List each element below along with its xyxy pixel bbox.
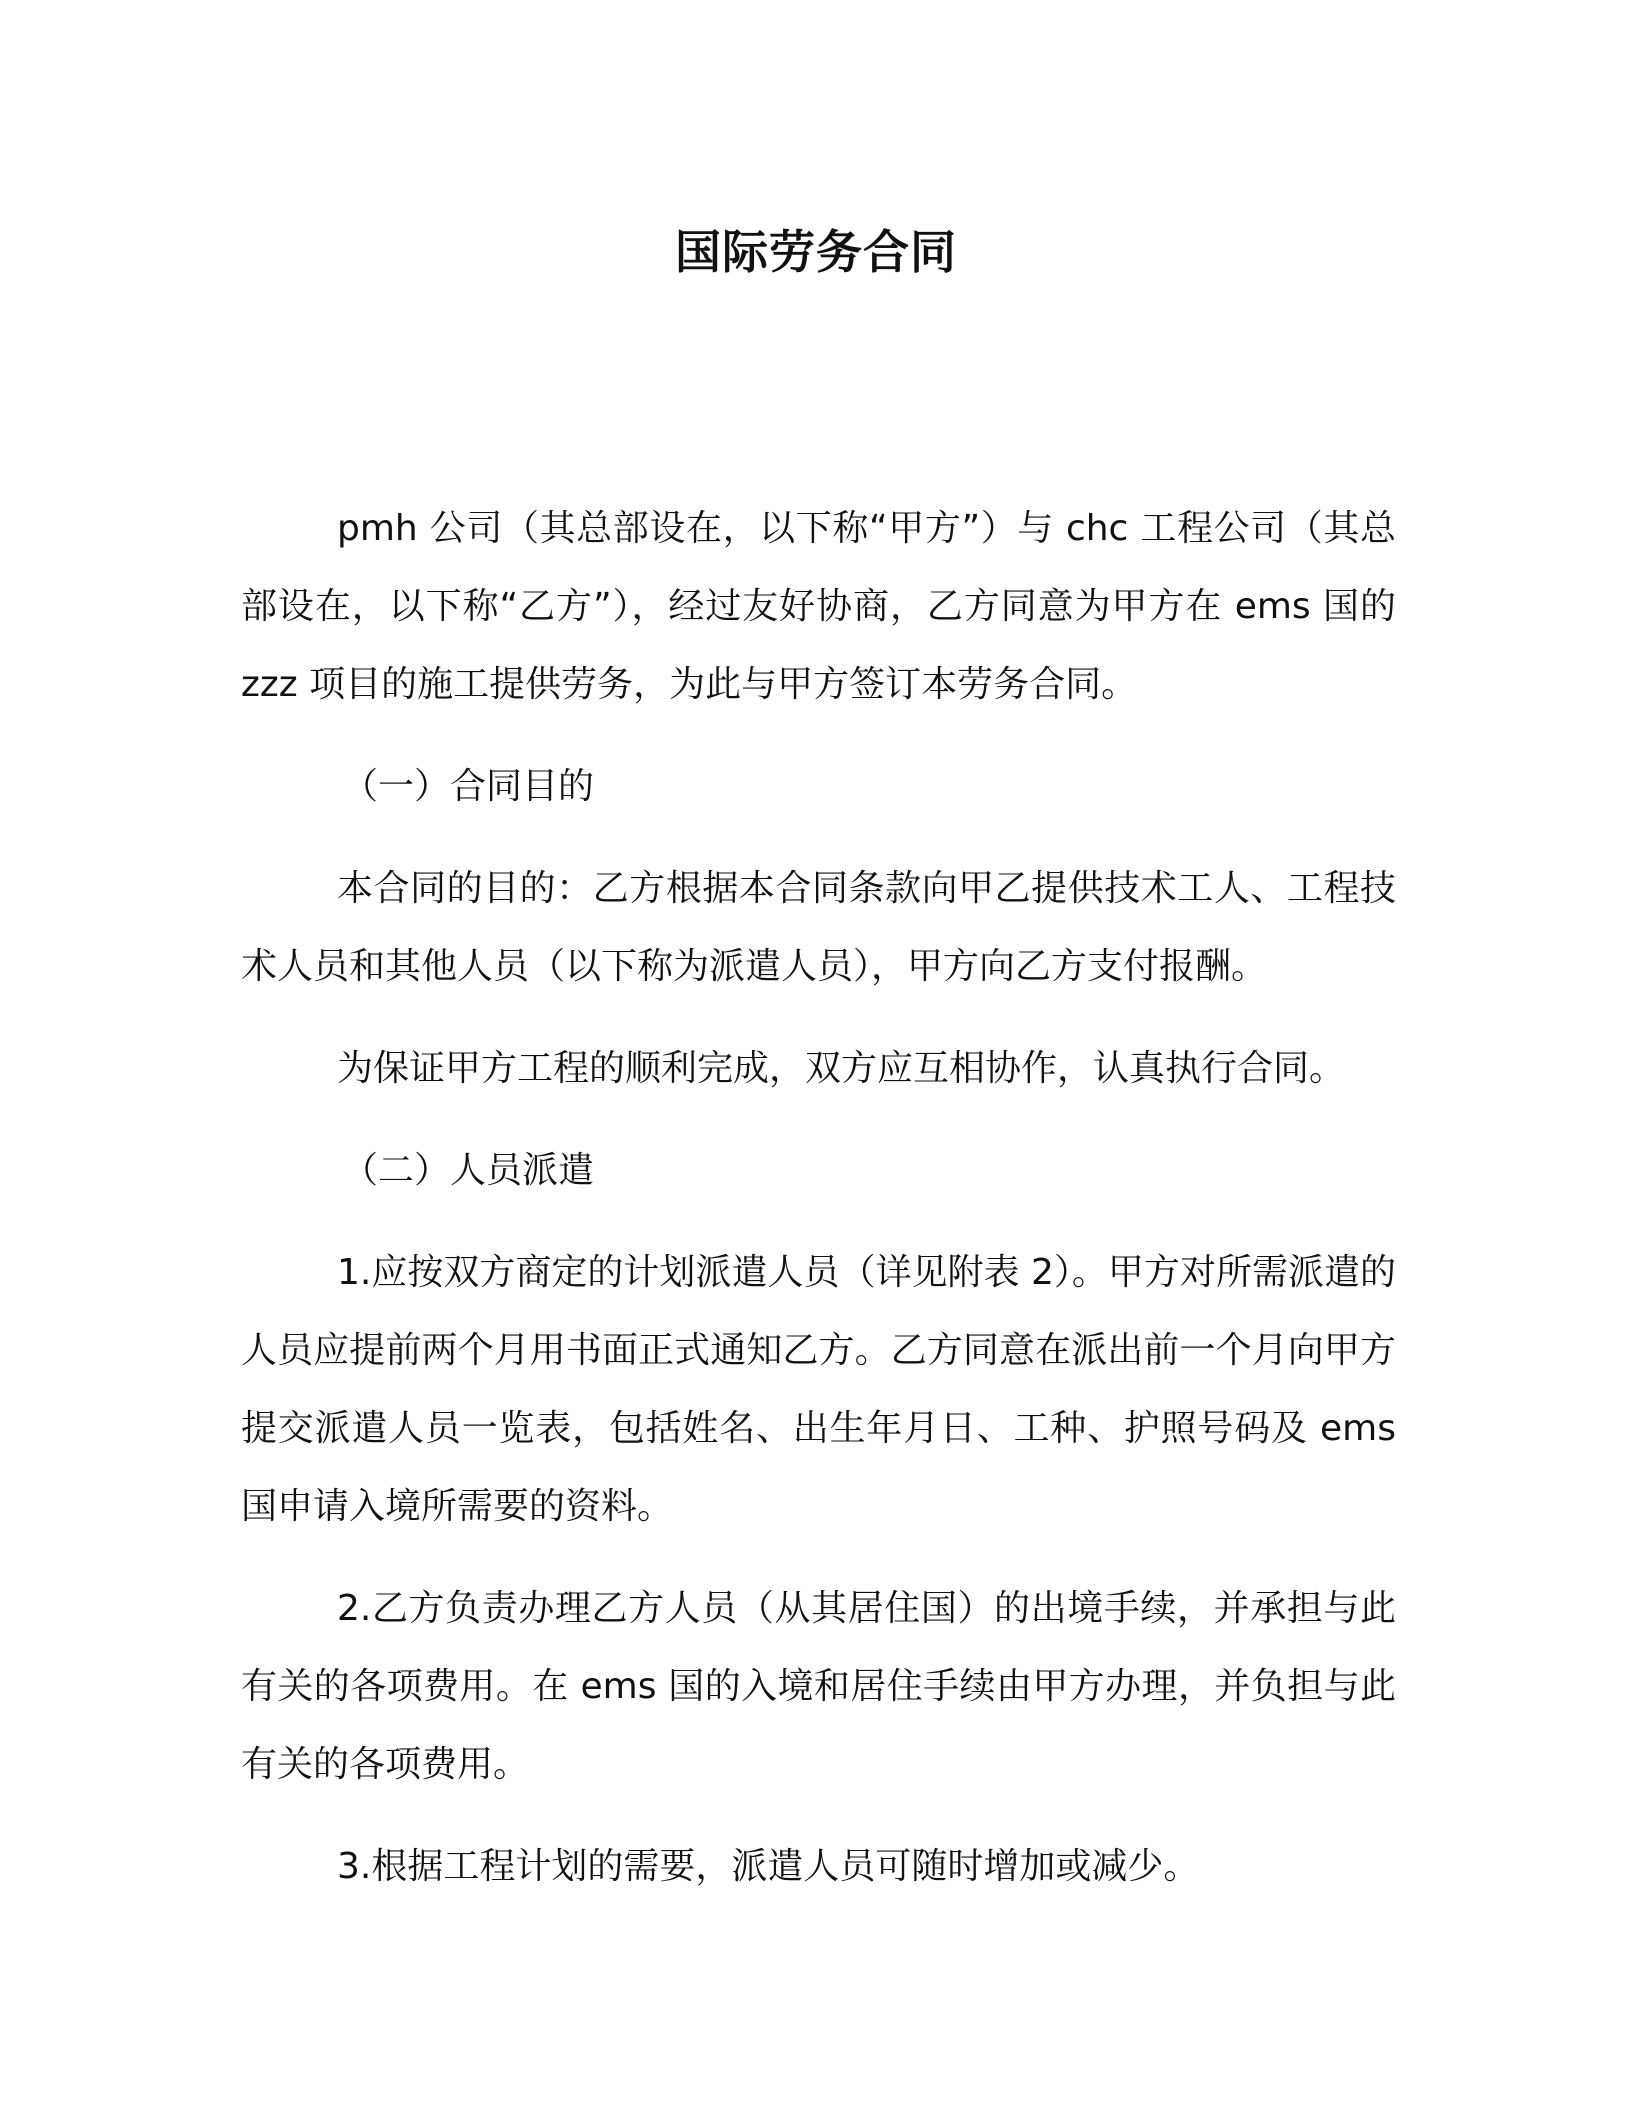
- dispatch-item-1: 1.应按双方商定的计划派遣人员（详见附表 2）。甲方对所需派遣的人员应提前两个月用书面正式通知乙方。乙方同意在派出前一个月向甲方提交派遣人员一览表，包括姓名、出生年月日、工种、护照号码及 ems 国申请入境所需要的资料。: [241, 1252, 1396, 1527]
- document-body: [241, 490, 1396, 1906]
- section-heading-purpose: （一）合同目的: [342, 766, 595, 807]
- document-title: 国际劳务合同: [675, 225, 957, 279]
- intro-paragraph: pmh 公司（其总部设在，以下称“甲方”）与 chc 工程公司（其总部设在，以下称“乙方”），经过友好协商，乙方同意为甲方在 ems 国的 zzz 项目的施工提供劳务，为此与甲方签订本劳务合同。: [241, 508, 1396, 705]
- dispatch-item-2: 2.乙方负责办理乙方人员（从其居住国）的出境手续，并承担与此有关的各项费用。在 ems 国的入境和居住手续由甲方办理，并负担与此有关的各项费用。: [241, 1588, 1396, 1785]
- dispatch-item-3: 3.根据工程计划的需要，派遣人员可随时增加或减少。: [337, 1846, 1200, 1887]
- cooperation-paragraph: 为保证甲方工程的顺利完成，双方应互相协作，认真执行合同。: [337, 1048, 1346, 1089]
- section-heading-dispatch: （二）人员派遣: [342, 1150, 595, 1191]
- purpose-paragraph: 本合同的目的：乙方根据本合同条款向甲乙提供技术工人、工程技术人员和其他人员（以下称为派遣人员），甲方向乙方支付报酬。: [241, 868, 1396, 987]
